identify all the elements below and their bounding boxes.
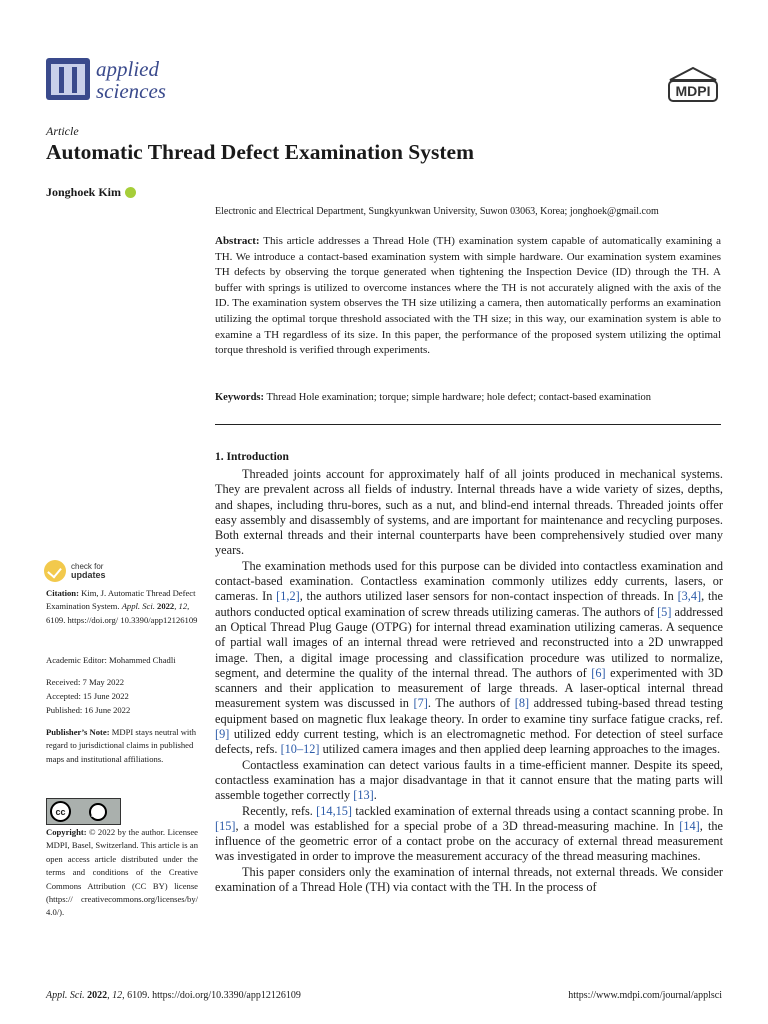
author-line bbox=[46, 185, 136, 200]
journal-name: applied sciences bbox=[96, 57, 166, 103]
abstract-text: This article addresses a Thread Hole (TH) examination system capable of automatically examining a TH. We introduce a contact-based examination system with simple hardware. Our examination system examines TH defects by observing the torque generated when tightening the Inspection Device (ID) through the TH. A buffer with springs is utilized to overcome instances where the TH is not accurately aligned with the axis of the ID. The examination system observes the TH size utilizing a camera, then automatically performs an examination utilizing the optimal torque threshold associated with the TH size; in this way, our examination system is able to examine a TH regardless of its size. In this paper, the performance of the proposed system utilizing the optimal torque threshold is verified through experiments. bbox=[215, 235, 721, 357]
citation-link[interactable]: [3,4] bbox=[677, 589, 702, 604]
paragraph: Contactless examination can detect various faults in a time-efficient manner. Despite its speed, contactless examination has a major disadvantage in that it cannot ensure that the mating parts will assemble together correctly [13]. bbox=[215, 757, 723, 803]
publisher-note: Publisher’s Note: MDPI stays neutral with regard to jurisdictional claims in published maps and institutional affiliations. bbox=[46, 727, 196, 764]
citation-link[interactable]: [6] bbox=[591, 665, 606, 680]
check-line1: check for bbox=[71, 562, 104, 571]
paragraph: Recently, refs. [14,15] tackled examination of external threads using a contact scanning probe. In [15], a model was established for a special probe of a 3D thread-measuring machine. In [14], the influence of the geometric error of a contact probe on the accuracy of external thread measurement was investigated in order to improve the measurement accuracy of the thread measuring machines. bbox=[215, 803, 724, 864]
citation-link[interactable]: [1,2] bbox=[276, 589, 300, 604]
accepted-date: Accepted: 15 June 2022 bbox=[46, 691, 129, 701]
divider bbox=[215, 424, 721, 425]
paragraph: Threaded joints account for approximately half of all joints produced in mechanical systems. They are prevalent across all fields of industry. Internal threads have a wide variety of sizes, depths, and shapes, including thru-bores, such as a nut, and blind-end internal threads. Threaded joints offer easy assembly and disassembly of systems, and are important for maintenance and recycling purposes. Both external threads and their internal counterparts have been comprehensively studied over many years. bbox=[215, 467, 723, 558]
keywords-label: Keywords: bbox=[215, 392, 264, 403]
publisher-name: MDPI bbox=[675, 83, 711, 99]
citation-block: Citation: Kim, J. Automatic Thread Defect Examination System. Appl. Sci. 2022, 12, 6109. https://doi.org/ 10.3390/app12126109 bbox=[46, 588, 198, 625]
citation-link[interactable]: [7] bbox=[413, 696, 428, 711]
body-text bbox=[215, 467, 723, 895]
journal-url-link[interactable]: https://www.mdpi.com/journal/applsci bbox=[568, 990, 722, 1001]
citation-link[interactable]: [9] bbox=[215, 727, 230, 742]
journal-logo-icon bbox=[46, 58, 90, 100]
author-name: Jonghoek Kim bbox=[46, 185, 122, 199]
citation-link[interactable]: [14] bbox=[679, 818, 700, 833]
mdpi-logo-icon bbox=[666, 66, 720, 106]
citation-link[interactable]: [13] bbox=[353, 788, 374, 803]
keywords-text: Thread Hole examination; torque; simple hardware; hole defect; contact-based examination bbox=[266, 392, 651, 403]
academic-editor: Academic Editor: Mohammed Chadli bbox=[46, 655, 176, 665]
abstract-label: Abstract: bbox=[215, 235, 260, 247]
cc-by-label: BY bbox=[91, 813, 100, 819]
citation-link[interactable]: [14,15] bbox=[316, 803, 353, 818]
section-heading: 1. Introduction bbox=[215, 451, 289, 463]
citation-link[interactable]: [5] bbox=[657, 604, 672, 619]
citation-link[interactable]: [8] bbox=[514, 696, 530, 711]
citation-link[interactable]: [10–12] bbox=[280, 742, 320, 757]
copyright: Copyright: © 2022 by the author. Licensee MDPI, Basel, Switzerland. This article is an open access article distributed under the terms and conditions of the Creative Commons Attribution (CC BY) license (https:// creativecommons.org/licenses/by/ 4.0/). bbox=[46, 827, 198, 918]
orcid-icon[interactable] bbox=[125, 187, 136, 198]
cc-license-badge[interactable] bbox=[46, 798, 121, 825]
published-date: Published: 16 June 2022 bbox=[46, 705, 131, 715]
page-title: Automatic Thread Defect Examination System bbox=[46, 140, 474, 164]
article-type: Article bbox=[46, 124, 79, 138]
footer-citation: Appl. Sci. 2022, 12, 6109. https://doi.org/10.3390/app12126109 bbox=[46, 990, 301, 1001]
paragraph: The examination methods used for this purpose can be divided into contactless examination and contact-based examination. Contactless examination commonly utilizes eddy currents, lasers, or cameras. In [1,2], the authors utilized laser sensors for non-contact inspection of threads. In [3,4], the authors conducted optical examination of screw threads utilizing cameras. The authors of [5] addressed an Optical Thread Plug Gauge (OTPG) for internal thread examination utilizing cameras. A sequence of partial wall images of an internal thread were retrieved and reconstructed into a 2D unwrapped image. Then, a digital image processing and classification procedure was utilized to normalize, segment, and determine the quality of the internal thread. The authors of [6] experimented with 3D scanners and their application to measurement of large threads. A laser-optical internal thread measurement system was discussed in [7]. The authors of [8] addressed tubing-based thread testing equipment based on magnetic flux leakage theory. In order to examine tiny surface fatigue cracks, ref. [9] utilized eddy current testing, which is an electromagnetic method. For detection of steel surface defects, refs. [10–12] utilized camera images and then applied deep learning approaches to the images. bbox=[215, 558, 723, 757]
citation-link[interactable]: [15] bbox=[215, 818, 236, 833]
paragraph: This paper considers only the examination of internal threads, not external threads. We consider examination of a Thread Hole (TH) via contact with the TH. In the process of bbox=[215, 864, 723, 895]
check-for-updates[interactable] bbox=[44, 560, 106, 582]
affiliation: Electronic and Electrical Department, Sungkyunkwan University, Suwon 03063, Korea; jonghoek@gmail.com bbox=[215, 206, 659, 217]
received-date: Received: 7 May 2022 bbox=[46, 677, 125, 687]
check-updates-icon bbox=[44, 560, 66, 582]
abstract bbox=[215, 234, 721, 359]
check-line2: updates bbox=[71, 570, 106, 580]
cc-icon: cc bbox=[50, 801, 71, 822]
keywords bbox=[215, 391, 721, 405]
